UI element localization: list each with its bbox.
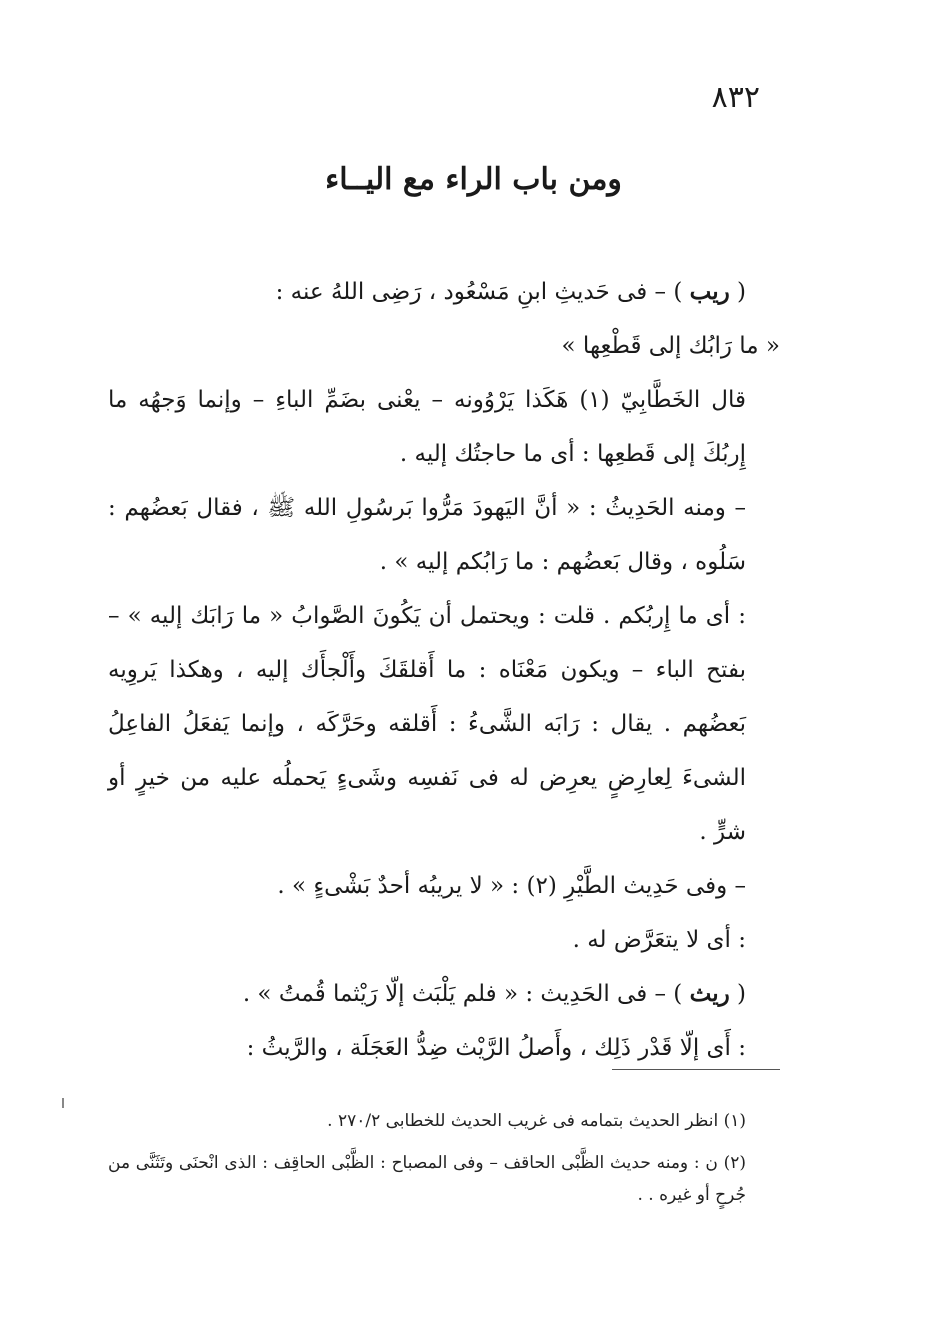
hadith-quote: « ما رَابُك إلى قَطْعِها » bbox=[561, 333, 780, 359]
paragraph-tayr: – وفى حَدِيث الطَّيْرِ (٢) : « لا يريبُه أحدٌ بَشْىءٍ » . bbox=[277, 873, 746, 899]
page-number: ٨٣٢ bbox=[711, 80, 760, 115]
paragraph-taarrud: : أى لا يتعَرَّض له . bbox=[572, 927, 746, 953]
section-heading: ومن باب الراء مع اليــاء bbox=[325, 162, 622, 197]
footnote-divider bbox=[612, 1069, 780, 1070]
footnote-1: (١) انظر الحديث بتمامه فى غريب الحديث للخطابى ٢٧٠/٢ . bbox=[327, 1111, 746, 1131]
body-text bbox=[108, 265, 780, 1075]
entry-rayb: ( ريب ) – فى حَديثِ ابنِ مَسْعُود ، رَضِى اللهُ عنه : bbox=[275, 278, 746, 305]
paragraph-yahud: – ومنه الحَدِيثُ : « أنَّ اليَهودَ مَرُّوا بَرسُولِ الله ﷺ ، فقال بَعضُهم : سَلُوه ، وقال بَعضُهم : ما رَابُكم إليه » . bbox=[108, 495, 746, 575]
paragraph-khattabi: قال الخَطَّابِيّ (١) هَكَذا يَرْوُونه – يعْنى بضَمِّ الباءِ – وإنما وَجهُه ما إِربُكَ إلى قَطعِها : أى ما حاجتُك إليه . bbox=[108, 387, 746, 467]
entry-keyword: ريث bbox=[689, 980, 730, 1007]
footnote-2: (٢) ن : ومنه حديث الظَّبْى الحاقف – وفى المصباح : الظَّبْى الحاقِف : الذى انْحنَى وتَثَنَّى من جُرحٍ أو غيره . . bbox=[108, 1153, 746, 1205]
entry-rayth: ( ريث ) – فى الحَدِيث : « فلم يَلْبَث إلّا رَيْثما قُمتُ » . bbox=[242, 980, 746, 1007]
scan-mark bbox=[62, 1098, 64, 1108]
paragraph-rayth-definition: : أَى إلّا قَدْر ذَلِك ، وأَصلُ الرَّيْث ضِدُّ العَجَلَة ، والرَّيثُ : bbox=[246, 1035, 746, 1061]
entry-keyword: ريب bbox=[689, 278, 730, 305]
paragraph-commentary: : أى ما إِربُكم . قلت : ويحتمل أن يَكُونَ الصَّوابُ « ما رَابَك إليه » – بفتح الباء – ويكون مَعْنَاه : ما أَقلقَكَ وأَلْجأَك إليه ، وهكذا يَروِيه بَعضُهم . يقال : رَابَه الشَّىءُ : أَقلقه وحَرَّكَه ، وإنما يَفعَلُ الفاعِلُ الشىءَ لِعارِضٍ يعرِض له فى نَفسِه وشَىءٍ يَحملُه عليه من خيرٍ أو شرٍّ . bbox=[108, 603, 746, 845]
footnotes bbox=[108, 1105, 780, 1221]
